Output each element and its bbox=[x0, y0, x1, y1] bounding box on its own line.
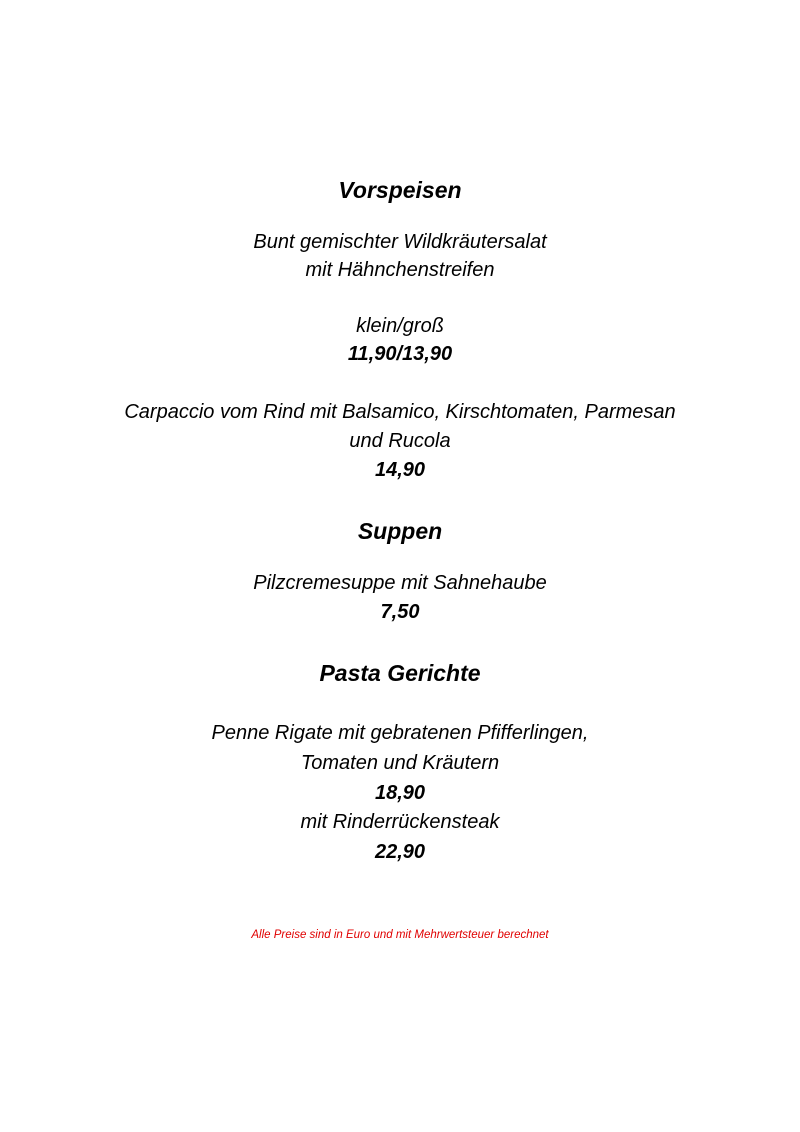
dish-description-line: Bunt gemischter Wildkräutersalat bbox=[253, 231, 547, 253]
dish-price: 7,50 bbox=[380, 601, 420, 623]
dish-description-line: mit Hähnchenstreifen bbox=[305, 259, 495, 281]
dish-addon-label: mit Rinderrückensteak bbox=[300, 811, 500, 833]
dish-description-line: Pilzcremesuppe mit Sahnehaube bbox=[253, 572, 547, 594]
dish-description-line: Carpaccio vom Rind mit Balsamico, Kirschtomaten, Parmesan bbox=[124, 401, 676, 423]
dish-price: 14,90 bbox=[374, 459, 426, 481]
dish-price: 11,90/13,90 bbox=[347, 343, 453, 365]
dish-addon-price: 22,90 bbox=[374, 841, 426, 863]
price-disclaimer-note: Alle Preise sind in Euro und mit Mehrwertsteuer berechnet bbox=[251, 929, 549, 941]
dish-description-line: und Rucola bbox=[349, 430, 451, 452]
dish-price: 18,90 bbox=[374, 782, 426, 804]
section-title-suppen: Suppen bbox=[357, 518, 443, 544]
section-title-pasta-gerichte: Pasta Gerichte bbox=[319, 660, 481, 686]
dish-size-label: klein/groß bbox=[356, 315, 444, 337]
dish-description-line: Penne Rigate mit gebratenen Pfifferlingen, bbox=[211, 722, 589, 744]
section-title-vorspeisen: Vorspeisen bbox=[338, 177, 462, 203]
dish-description-line: Tomaten und Kräutern bbox=[300, 752, 500, 774]
